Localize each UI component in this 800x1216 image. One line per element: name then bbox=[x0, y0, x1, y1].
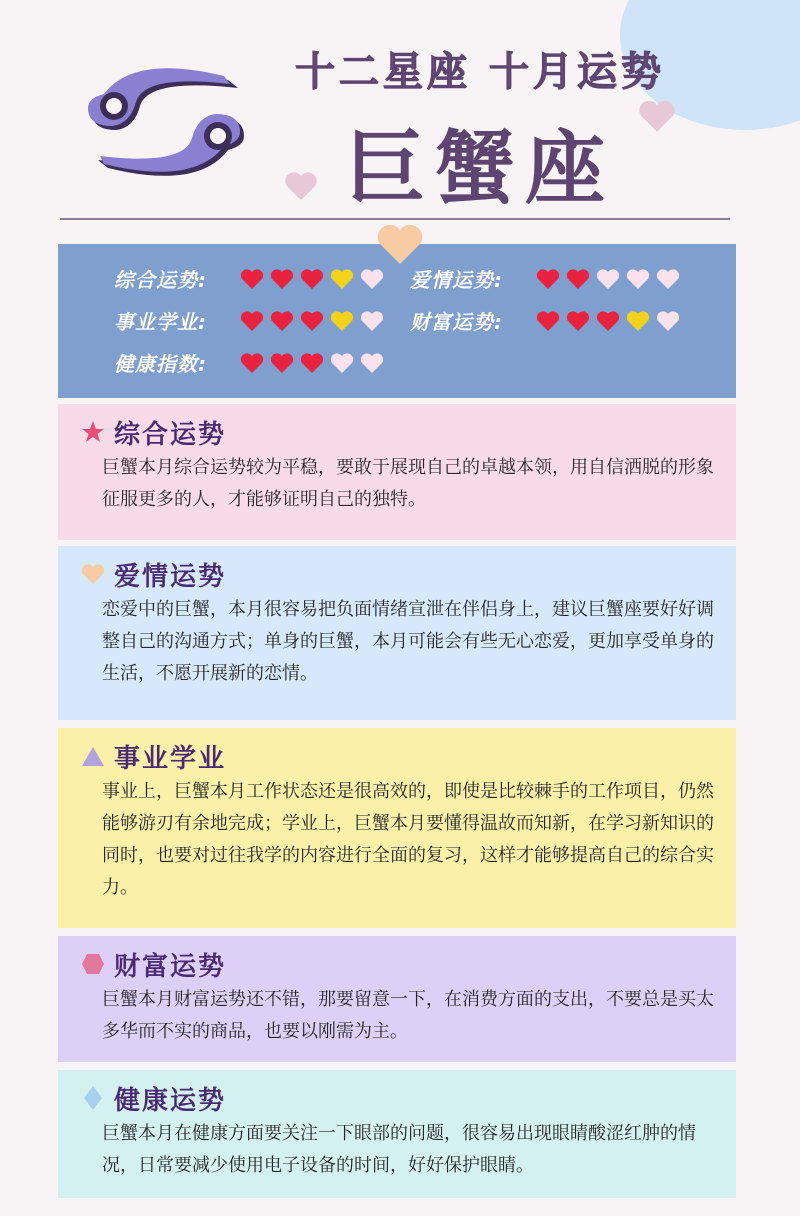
section-body: 事业上，巨蟹本月工作状态还是很高效的，即使是比较棘手的工作项目，仍然能够游刃有余地完成；学业上，巨蟹本月要懂得温故而知新，在学习新知识的同时，也要对过往我学的内容进行全面的复习，这样才能够提高自己的综合实力。 bbox=[102, 781, 714, 898]
rating-panel bbox=[58, 244, 736, 398]
rating-heart-filled-icon bbox=[240, 268, 264, 290]
heart-decoration-icon bbox=[638, 98, 676, 134]
star-icon bbox=[80, 419, 106, 445]
rating-hearts bbox=[240, 352, 384, 374]
rating-hearts bbox=[536, 310, 680, 332]
page-title: 巨蟹座 bbox=[345, 122, 615, 215]
rating-heart-filled-icon bbox=[240, 352, 264, 374]
rating-hearts bbox=[536, 268, 680, 290]
section-body: 巨蟹本月综合运势较为平稳，要敢于展现自己的卓越本领，用自信洒脱的形象征服更多的人，才能够证明自己的独特。 bbox=[102, 457, 714, 510]
section-body: 巨蟹本月在健康方面要关注一下眼部的问题，很容易出现眼睛酸涩红肿的情况，日常要减少使用电子设备的时间，好好保护眼睛。 bbox=[102, 1123, 696, 1176]
rating-heart-filled-icon bbox=[300, 310, 324, 332]
rating-heart-empty-icon bbox=[626, 268, 650, 290]
rating-label: 事业学业: bbox=[114, 310, 207, 334]
section-health bbox=[58, 1070, 736, 1198]
divider bbox=[60, 218, 730, 220]
rating-row-wealth bbox=[410, 306, 680, 335]
page-subtitle: 十二星座 十月运势 bbox=[295, 49, 665, 95]
diamond-icon bbox=[80, 1085, 106, 1111]
rating-label: 综合运势: bbox=[114, 268, 207, 292]
section-title: 财富运势 bbox=[114, 951, 227, 982]
section-title: 健康运势 bbox=[114, 1085, 227, 1116]
rating-row-health bbox=[114, 348, 384, 377]
cancer-zodiac-icon bbox=[82, 50, 252, 200]
rating-hearts bbox=[240, 268, 384, 290]
section-body: 巨蟹本月财富运势还不错，那要留意一下，在消费方面的支出，不要总是买太多华而不实的商品，也要以刚需为主。 bbox=[102, 989, 714, 1042]
rating-heart-filled-icon bbox=[536, 268, 560, 290]
rating-row-overall bbox=[114, 264, 384, 293]
rating-heart-filled-icon bbox=[536, 310, 560, 332]
rating-heart-filled-icon bbox=[300, 268, 324, 290]
rating-row-career bbox=[114, 306, 384, 335]
rating-heart-half-icon bbox=[626, 310, 650, 332]
rating-label: 健康指数: bbox=[114, 352, 207, 376]
rating-heart-empty-icon bbox=[656, 310, 680, 332]
section-overall bbox=[58, 404, 736, 540]
rating-label: 财富运势: bbox=[410, 310, 503, 334]
section-title: 综合运势 bbox=[114, 419, 227, 450]
rating-heart-half-icon bbox=[330, 310, 354, 332]
rating-heart-empty-icon bbox=[656, 268, 680, 290]
rating-heart-filled-icon bbox=[270, 268, 294, 290]
rating-heart-filled-icon bbox=[240, 310, 264, 332]
rating-heart-filled-icon bbox=[566, 268, 590, 290]
rating-label: 爱情运势: bbox=[410, 268, 503, 292]
section-body: 恋爱中的巨蟹，本月很容易把负面情绪宣泄在伴侣身上，建议巨蟹座要好好调整自己的沟通方式；单身的巨蟹，本月可能会有些无心恋爱，更加享受单身的生活，不愿开展新的恋情。 bbox=[102, 599, 714, 684]
rating-heart-filled-icon bbox=[300, 352, 324, 374]
rating-row-love bbox=[410, 264, 680, 293]
section-love bbox=[58, 546, 736, 720]
rating-heart-filled-icon bbox=[270, 310, 294, 332]
rating-heart-filled-icon bbox=[270, 352, 294, 374]
heart-decoration-icon bbox=[376, 222, 424, 266]
section-wealth bbox=[58, 936, 736, 1062]
section-career bbox=[58, 728, 736, 928]
rating-heart-empty-icon bbox=[360, 310, 384, 332]
rating-heart-filled-icon bbox=[596, 310, 620, 332]
hexagon-icon bbox=[80, 951, 106, 977]
rating-hearts bbox=[240, 310, 384, 332]
rating-heart-filled-icon bbox=[566, 310, 590, 332]
section-title: 爱情运势 bbox=[114, 561, 227, 592]
section-title: 事业学业 bbox=[114, 743, 227, 774]
rating-heart-half-icon bbox=[330, 268, 354, 290]
rating-heart-empty-icon bbox=[330, 352, 354, 374]
triangle-icon bbox=[80, 743, 106, 769]
rating-heart-empty-icon bbox=[360, 352, 384, 374]
heart-icon bbox=[80, 561, 106, 587]
heart-decoration-icon bbox=[284, 170, 318, 202]
rating-heart-empty-icon bbox=[596, 268, 620, 290]
rating-heart-empty-icon bbox=[360, 268, 384, 290]
